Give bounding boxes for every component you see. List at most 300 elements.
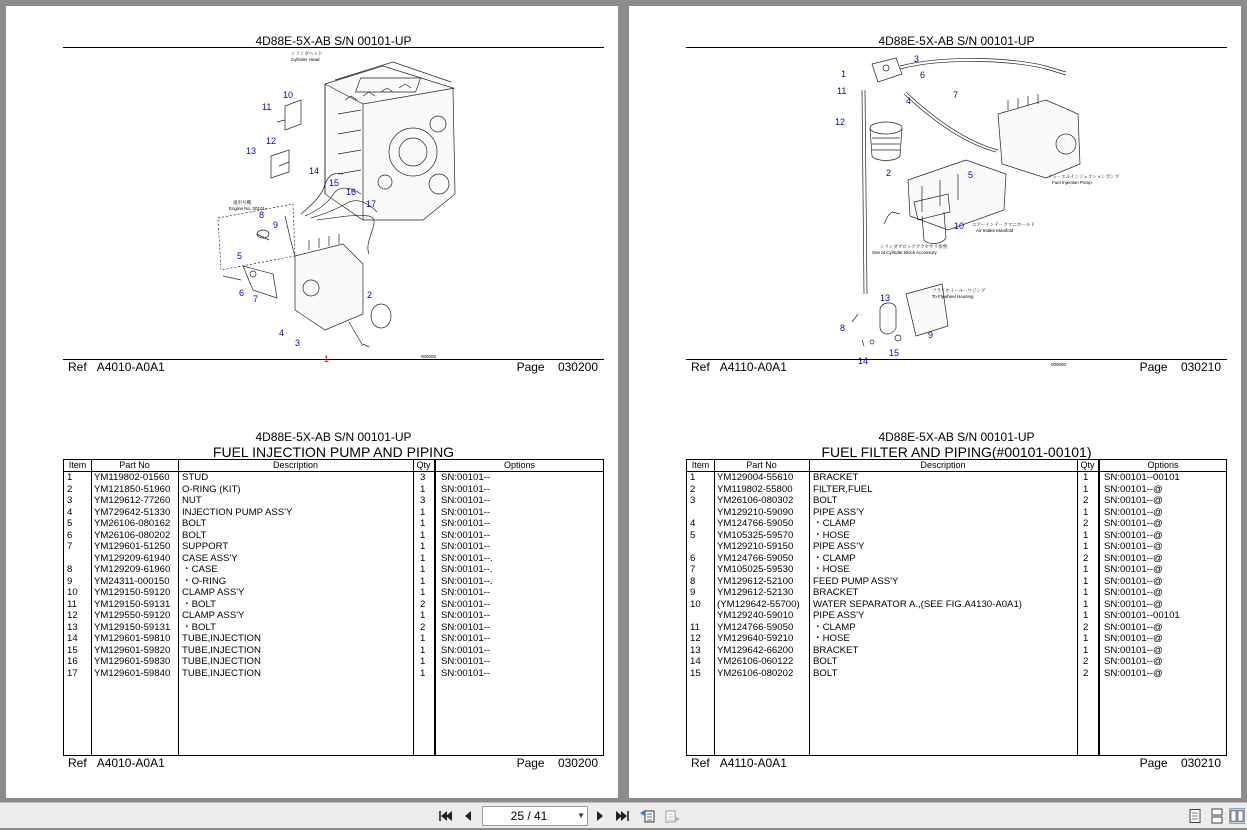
- item-cell: 8: [67, 564, 73, 575]
- description-cell: ・HOSE: [813, 633, 850, 644]
- table-row: [687, 541, 1226, 553]
- diagram-note: シリンダブロックアクセサリ参照: [880, 244, 948, 249]
- description-cell: TUBE,INJECTION: [182, 633, 261, 644]
- diagram-note: 適用号機: [233, 200, 251, 205]
- options-cell: SN:00101--@: [1104, 552, 1163, 564]
- qty-cell: 1: [420, 518, 426, 529]
- callout-5: 5: [968, 170, 974, 180]
- item-cell: 5: [67, 518, 73, 529]
- item-cell: 4: [67, 506, 73, 518]
- page-indicator: 25 / 41: [510, 809, 548, 823]
- qty-cell: 1: [1083, 472, 1089, 483]
- description-cell: FEED PUMP ASS'Y: [813, 575, 899, 587]
- callout-9: 9: [273, 220, 279, 230]
- part-no-cell: YM129004-55610: [717, 472, 794, 483]
- page-right: [629, 6, 1241, 798]
- table-row: [687, 564, 1226, 576]
- item-cell: 3: [690, 495, 696, 506]
- options-cell: SN:00101--: [441, 667, 491, 679]
- item-cell: 15: [690, 667, 701, 679]
- callout-11: 11: [837, 86, 847, 96]
- qty-cell: 1: [420, 644, 426, 656]
- callout-15: 15: [889, 348, 900, 358]
- drawing-number: 000000: [421, 354, 437, 359]
- options-cell: SN:00101--@: [1104, 587, 1163, 598]
- col-description: Description: [272, 460, 319, 470]
- part-no-cell: YM129550-59120: [94, 610, 171, 621]
- qty-cell: 1: [420, 529, 426, 541]
- qty-cell: 1: [1083, 564, 1089, 575]
- table-row: [687, 484, 1226, 496]
- item-cell: 12: [67, 610, 78, 621]
- col-part-no: Part No: [746, 460, 777, 470]
- options-cell: SN:00101--: [441, 529, 491, 541]
- table-row: [64, 472, 603, 484]
- callout-1: 1: [841, 69, 847, 79]
- part-no-cell: YM26106-080202: [717, 667, 794, 679]
- part-no-cell: YM26106-080162: [94, 518, 171, 529]
- table-row: [64, 507, 603, 519]
- callout-1: 1: [324, 354, 330, 364]
- table-row: [64, 541, 603, 553]
- ref-code: A4010-A0A1: [96, 360, 165, 374]
- options-cell: SN:00101--@: [1104, 483, 1163, 495]
- table-row: [64, 530, 603, 542]
- table-row: [687, 576, 1226, 588]
- go-forward-icon[interactable]: [663, 807, 681, 825]
- table-row: [687, 610, 1226, 622]
- first-page-icon[interactable]: [437, 807, 455, 825]
- qty-cell: 1: [1083, 541, 1089, 552]
- options-cell: SN:00101--@: [1104, 518, 1163, 529]
- callout-9: 9: [928, 330, 934, 340]
- callout-6: 6: [239, 288, 245, 298]
- callout-10: 10: [954, 221, 965, 231]
- description-cell: CLAMP ASS'Y: [182, 587, 245, 598]
- item-cell: 16: [67, 656, 78, 667]
- diagram-note: Cylinder Head: [291, 57, 320, 62]
- callout-7: 7: [253, 294, 259, 304]
- callout-8: 8: [840, 323, 846, 333]
- page-number: Page 030200: [516, 360, 598, 374]
- part-no-cell: YM105025-59530: [717, 564, 794, 575]
- options-cell: SN:00101--: [441, 495, 491, 506]
- page-number: Page 030210: [1139, 360, 1221, 374]
- page-number: Page 030210: [1139, 756, 1221, 770]
- description-cell: ・CASE: [182, 564, 218, 575]
- options-cell: SN:00101--: [441, 541, 491, 552]
- part-no-cell: YM129612-52100: [717, 575, 794, 587]
- item-cell: 10: [67, 587, 78, 598]
- item-cell: 15: [67, 644, 78, 656]
- qty-cell: 1: [420, 667, 426, 679]
- qty-cell: 1: [420, 656, 426, 667]
- description-cell: CASE ASS'Y: [182, 552, 238, 564]
- page-left: [6, 6, 618, 798]
- description-cell: TUBE,INJECTION: [182, 644, 261, 656]
- qty-cell: 1: [1083, 587, 1089, 598]
- col-qty: Qty: [416, 460, 431, 470]
- description-cell: BOLT: [813, 656, 838, 667]
- qty-cell: 2: [1083, 621, 1089, 633]
- part-no-cell: YM129240-59010: [717, 610, 794, 621]
- description-cell: ・BOLT: [182, 621, 216, 633]
- part-no-cell: YM129150-59131: [94, 598, 171, 610]
- callout-7: 7: [953, 90, 959, 100]
- table-row: [64, 645, 603, 657]
- table-row: [64, 553, 603, 565]
- item-cell: 6: [690, 552, 696, 564]
- table-row: [64, 564, 603, 576]
- qty-cell: 1: [1083, 575, 1089, 587]
- item-cell: 5: [690, 529, 696, 541]
- item-cell: 14: [67, 633, 78, 644]
- options-cell: SN:00101--@: [1104, 644, 1163, 656]
- callout-8: 8: [259, 210, 265, 220]
- table-row: [687, 495, 1226, 507]
- part-no-cell: YM129601-59840: [94, 667, 171, 679]
- part-no-cell: YM26106-080302: [717, 495, 794, 506]
- top-header: 4D88E-5X-AB S/N 00101-UP: [255, 34, 412, 48]
- description-cell: BOLT: [182, 518, 207, 529]
- qty-cell: 3: [420, 472, 426, 483]
- qty-cell: 1: [420, 552, 426, 564]
- description-cell: TUBE,INJECTION: [182, 656, 261, 667]
- ref-code: A4110-A0A1: [719, 360, 787, 374]
- chevron-down-icon[interactable]: ▼: [577, 811, 585, 820]
- table-title: FUEL INJECTION PUMP AND PIPING: [212, 444, 455, 460]
- callout-3: 3: [295, 338, 301, 348]
- part-no-cell: YM26106-080202: [94, 529, 171, 541]
- callout-12: 12: [266, 136, 277, 146]
- go-back-icon[interactable]: [639, 807, 657, 825]
- ref-label: Ref A4110-A0A1: [691, 756, 787, 770]
- options-cell: SN:00101--@: [1104, 667, 1163, 679]
- description-cell: INJECTION PUMP ASS'Y: [182, 506, 293, 518]
- table-row: [687, 518, 1226, 530]
- part-no-cell: YM129612-77260: [94, 495, 171, 506]
- item-cell: 1: [67, 472, 73, 483]
- item-cell: 13: [67, 621, 78, 633]
- description-cell: BRACKET: [813, 587, 859, 598]
- item-cell: 9: [690, 587, 696, 598]
- part-no-cell: YM129210-59150: [717, 541, 794, 552]
- col-options: Options: [503, 460, 536, 470]
- description-cell: FILTER,FUEL: [813, 483, 873, 495]
- table-row: [64, 495, 603, 507]
- part-no-cell: YM26106-060122: [717, 656, 794, 667]
- options-cell: SN:00101--00101: [1104, 610, 1180, 621]
- description-cell: SUPPORT: [182, 541, 229, 552]
- part-no-cell: YM124766-59050: [717, 552, 794, 564]
- qty-cell: 1: [420, 483, 426, 495]
- options-cell: SN:00101--: [441, 518, 491, 529]
- qty-cell: 1: [420, 575, 426, 587]
- callout-3: 3: [914, 54, 920, 64]
- table-row: [687, 656, 1226, 668]
- callout-14: 14: [309, 166, 320, 176]
- ref-line: [686, 756, 1227, 770]
- description-cell: ・CLAMP: [813, 621, 856, 633]
- item-cell: 2: [690, 483, 696, 495]
- callout-4: 4: [279, 328, 285, 338]
- table-body: [64, 472, 603, 679]
- item-cell: 9: [67, 575, 73, 587]
- qty-cell: 3: [420, 495, 426, 506]
- item-cell: 7: [67, 541, 73, 552]
- qty-cell: 2: [1083, 518, 1089, 529]
- part-no-cell: YM129209-61940: [94, 552, 171, 564]
- single-page-view-icon[interactable]: [1187, 808, 1203, 824]
- description-cell: NUT: [182, 495, 202, 506]
- page-number: Page 030200: [516, 756, 598, 770]
- drawing-number: 000000: [1051, 362, 1067, 367]
- callout-13: 13: [246, 146, 257, 156]
- table-row: [64, 656, 603, 668]
- options-cell: SN:00101--@: [1104, 495, 1163, 506]
- col-qty: Qty: [1080, 460, 1095, 470]
- table-row: [64, 668, 603, 680]
- description-cell: BRACKET: [813, 644, 859, 656]
- table-header: 4D88E-5X-AB S/N 00101-UP: [255, 430, 412, 444]
- options-cell: SN:00101--.: [441, 575, 493, 587]
- callout-2: 2: [886, 168, 892, 178]
- ref-line: [63, 756, 604, 770]
- callout-12: 12: [835, 117, 846, 127]
- qty-cell: 1: [420, 541, 426, 552]
- ref-line: [63, 360, 604, 374]
- options-cell: SN:00101--: [441, 621, 491, 633]
- part-no-cell: YM24311-000150: [94, 575, 170, 587]
- item-cell: 3: [67, 495, 73, 506]
- item-cell: 6: [67, 529, 73, 541]
- table-body: [687, 472, 1226, 679]
- page-selector[interactable]: [482, 806, 588, 826]
- options-cell: SN:00101--@: [1104, 529, 1163, 541]
- part-no-cell: YM129209-61960: [94, 564, 171, 575]
- qty-cell: 2: [420, 598, 426, 610]
- col-description: Description: [920, 460, 966, 470]
- table-row: [687, 599, 1226, 611]
- col-part-no: Part No: [119, 460, 150, 470]
- callout-16: 16: [346, 187, 357, 197]
- part-no-cell: YM129601-51250: [94, 541, 171, 552]
- callout-6: 6: [920, 70, 926, 80]
- qty-cell: 2: [1083, 552, 1089, 564]
- parts-table: [63, 459, 604, 756]
- table-row: [64, 484, 603, 496]
- col-options: Options: [1147, 460, 1179, 470]
- options-cell: SN:00101--@: [1104, 633, 1163, 644]
- options-cell: SN:00101--@: [1104, 541, 1163, 552]
- callout-13: 13: [880, 293, 891, 303]
- ref-code: A4110-A0A1: [719, 756, 787, 770]
- table-row: [687, 622, 1226, 634]
- description-cell: WATER SEPARATOR A.,(SEE FIG.A4130-A0A1): [813, 598, 1022, 610]
- options-cell: SN:00101--@: [1104, 621, 1163, 633]
- diagram-note: Air Intake Manifold: [976, 228, 1014, 233]
- item-cell: 13: [690, 644, 701, 656]
- callout-11: 11: [262, 102, 272, 112]
- description-cell: PIPE ASS'Y: [813, 506, 865, 518]
- options-cell: SN:00101--: [441, 598, 491, 610]
- callout-14: 14: [858, 356, 869, 366]
- two-page-view-icon[interactable]: [1229, 808, 1245, 824]
- part-no-cell: YM129601-59830: [94, 656, 171, 667]
- description-cell: BOLT: [813, 495, 838, 506]
- table-row: [687, 472, 1226, 484]
- item-cell: 1: [690, 472, 696, 483]
- options-cell: SN:00101--@: [1104, 575, 1163, 587]
- part-no-cell: YM129210-59090: [717, 506, 794, 518]
- diagram-note: See at Cylinder Block Accessory: [872, 250, 937, 255]
- options-cell: SN:00101--: [441, 644, 491, 656]
- parts-table: [686, 459, 1227, 756]
- table-row: [687, 645, 1226, 657]
- diagram-note: To Flywheel Housing: [932, 294, 974, 299]
- part-no-cell: YM124766-59050: [717, 518, 794, 529]
- prev-page-icon[interactable]: [459, 807, 477, 825]
- description-cell: ・BOLT: [182, 598, 216, 610]
- description-cell: ・O-RING: [182, 575, 227, 587]
- description-cell: TUBE,INJECTION: [182, 667, 261, 679]
- options-cell: SN:00101--00101: [1104, 472, 1180, 483]
- part-no-cell: YM129612-52130: [717, 587, 794, 598]
- item-cell: 8: [690, 575, 696, 587]
- part-no-cell: YM119802-55800: [717, 483, 793, 495]
- table-title: FUEL FILTER AND PIPING(#00101-00101): [821, 444, 1092, 460]
- description-cell: PIPE ASS'Y: [813, 610, 865, 621]
- col-item: Item: [68, 460, 87, 470]
- qty-cell: 1: [1083, 529, 1089, 541]
- table-row: [64, 518, 603, 530]
- ref-label: Ref A4110-A0A1: [691, 360, 787, 374]
- item-cell: 10: [690, 598, 701, 610]
- description-cell: CLAMP ASS'Y: [182, 610, 245, 621]
- qty-cell: 1: [420, 506, 426, 518]
- callout-2: 2: [367, 290, 373, 300]
- ref-code: A4010-A0A1: [96, 756, 165, 770]
- diagram-note: フライホイールハウジング: [932, 288, 986, 293]
- description-cell: ・CLAMP: [813, 518, 856, 529]
- item-cell: 12: [690, 633, 701, 644]
- table-row: [687, 530, 1226, 542]
- last-page-icon[interactable]: [613, 807, 631, 825]
- qty-cell: 1: [1083, 598, 1089, 610]
- part-no-cell: YM129601-59810: [94, 633, 171, 644]
- callout-4: 4: [906, 96, 912, 106]
- part-no-cell: YM129601-59820: [94, 644, 171, 656]
- item-cell: 7: [690, 564, 696, 575]
- callout-5: 5: [237, 251, 243, 261]
- options-cell: SN:00101--: [441, 506, 491, 518]
- qty-cell: 2: [1083, 656, 1089, 667]
- ref-label: Ref A4010-A0A1: [68, 756, 165, 770]
- options-cell: SN:00101--: [441, 656, 491, 667]
- item-cell: 2: [67, 483, 73, 495]
- options-cell: SN:00101--: [441, 483, 491, 495]
- col-item: Item: [691, 460, 710, 470]
- options-cell: SN:00101--.: [441, 564, 493, 575]
- diagram-note: フューエルインジェクションポンプ: [1048, 174, 1120, 179]
- options-cell: SN:00101--: [441, 633, 491, 644]
- description-cell: BOLT: [182, 529, 207, 541]
- table-row: [687, 668, 1226, 680]
- options-cell: SN:00101--: [441, 610, 491, 621]
- parts-diagram-injection-pump: [63, 44, 604, 364]
- part-no-cell: YM121850-51960: [94, 483, 171, 495]
- part-no-cell: YM124766-59050: [717, 621, 794, 633]
- part-no-cell: YM729642-51330: [94, 506, 171, 518]
- description-cell: ・CLAMP: [813, 552, 856, 564]
- table-row: [687, 507, 1226, 519]
- table-row: [64, 622, 603, 634]
- qty-cell: 1: [1083, 644, 1089, 656]
- qty-cell: 1: [420, 610, 426, 621]
- part-no-cell: YM129642-66200: [717, 644, 794, 656]
- qty-cell: 1: [420, 587, 426, 598]
- continuous-view-icon[interactable]: [1209, 808, 1225, 824]
- description-cell: STUD: [182, 472, 209, 483]
- item-cell: 14: [690, 656, 701, 667]
- part-no-cell: YM105325-59570: [717, 529, 794, 541]
- description-cell: ・HOSE: [813, 529, 850, 541]
- table-row: [687, 633, 1226, 645]
- table-row: [64, 599, 603, 611]
- callout-15: 15: [329, 178, 340, 188]
- item-cell: 4: [690, 518, 696, 529]
- qty-cell: 2: [420, 621, 426, 633]
- table-row: [64, 576, 603, 588]
- table-row: [687, 587, 1226, 599]
- options-cell: SN:00101--@: [1104, 656, 1163, 667]
- part-no-cell: (YM129642-55700): [717, 598, 800, 610]
- description-cell: PIPE ASS'Y: [813, 541, 865, 552]
- diagram-note: エアーインテークマニホールド: [972, 222, 1035, 227]
- ref-label: Ref A4010-A0A1: [68, 360, 165, 374]
- options-cell: SN:00101--: [441, 472, 491, 483]
- diagram-note: シリンダヘッド: [291, 51, 323, 56]
- options-cell: SN:00101--: [441, 587, 491, 598]
- diagram-note: Fuel Injection Pump: [1052, 180, 1092, 185]
- description-cell: BRACKET: [813, 472, 859, 483]
- callout-17: 17: [366, 199, 377, 209]
- description-cell: O-RING (KIT): [182, 483, 241, 495]
- description-cell: BOLT: [813, 667, 838, 679]
- part-no-cell: YM129150-59120: [94, 587, 171, 598]
- options-cell: SN:00101--@: [1104, 506, 1163, 518]
- part-no-cell: YM129640-59210: [717, 633, 794, 644]
- item-cell: 17: [67, 667, 78, 679]
- qty-cell: 2: [1083, 495, 1089, 506]
- table-header: 4D88E-5X-AB S/N 00101-UP: [878, 430, 1035, 444]
- diagram-note: Engine No. 00101~: [229, 206, 268, 211]
- next-page-icon[interactable]: [591, 807, 609, 825]
- part-no-cell: YM129150-59131: [94, 621, 171, 633]
- table-row: [64, 610, 603, 622]
- qty-cell: 1: [1083, 483, 1089, 495]
- ref-line: [686, 360, 1227, 374]
- table-row: [64, 587, 603, 599]
- options-cell: SN:00101--@: [1104, 598, 1163, 610]
- top-header: 4D88E-5X-AB S/N 00101-UP: [878, 34, 1035, 48]
- description-cell: ・HOSE: [813, 564, 850, 575]
- qty-cell: 2: [1083, 667, 1089, 679]
- options-cell: SN:00101--@: [1104, 564, 1163, 575]
- item-cell: 11: [67, 598, 77, 610]
- qty-cell: 1: [420, 633, 426, 644]
- table-row: [687, 553, 1226, 565]
